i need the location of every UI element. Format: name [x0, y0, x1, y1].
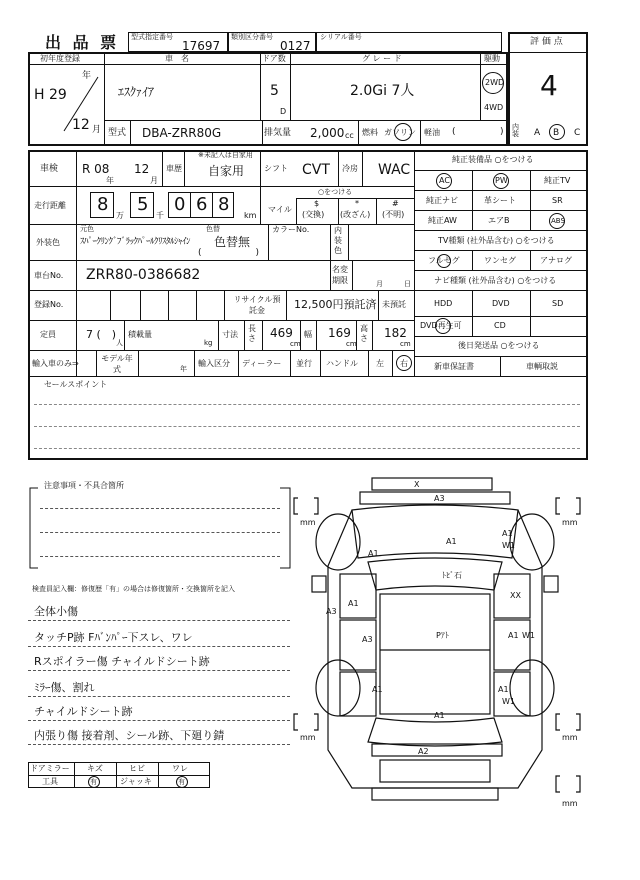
displacement-unit: cc	[345, 131, 354, 140]
mark-4: A1	[502, 529, 513, 538]
load-label: 積載量	[128, 330, 152, 339]
length-value: 469	[270, 326, 293, 340]
height-unit: cm	[400, 340, 411, 348]
fuel-label: 燃料	[362, 128, 378, 137]
recycle-unpaid: 未預託	[382, 300, 406, 309]
mm-label-fr: mm	[562, 518, 578, 527]
exchange-mark: $	[314, 199, 320, 208]
mileage-sen: 千	[156, 211, 164, 220]
model-label: 型式	[108, 128, 127, 138]
option-sr: SR	[552, 196, 563, 205]
mark-13: W1	[522, 631, 535, 640]
width-label: 幅	[304, 330, 312, 339]
note-line-6: 内張り傷 接着剤、シール跡、下廻り錆	[34, 729, 225, 742]
mark-8: A1	[348, 599, 359, 608]
width-value: 169	[328, 326, 351, 340]
mm-label-rl: mm	[300, 733, 316, 742]
type-number-value: 17697	[182, 39, 221, 53]
option-leather: 革シート	[484, 196, 516, 205]
grade-name-label: グ レ ー ド	[362, 54, 402, 63]
mark-10: A3	[362, 635, 373, 644]
mm-label-rear: mm	[562, 799, 578, 808]
fuel-circle	[394, 123, 412, 141]
width-unit: cm	[346, 340, 357, 348]
car-name-label: 車 名	[165, 54, 189, 63]
navi-cd: CD	[494, 321, 506, 330]
mark-9: XX	[510, 591, 521, 600]
first-reg-label: 初年度登録	[40, 54, 80, 63]
later-manual: 車輌取説	[526, 362, 558, 371]
displacement-label: 排気量	[264, 128, 292, 138]
grade-name-value: 2.0Gi 7人	[350, 83, 415, 99]
int-color-label: 内装色	[334, 226, 342, 255]
model-year-label: モデル年式	[101, 354, 133, 374]
option-navi: 純正ナビ	[426, 196, 458, 205]
first-reg-month: 12	[72, 117, 90, 133]
drive-2wd: 2WD	[485, 78, 505, 87]
inspection-month: 12	[134, 162, 150, 176]
oil-label: 軽油	[424, 128, 440, 137]
altered-label: (改ざん)	[340, 210, 371, 219]
interior-c: C	[574, 128, 581, 138]
tv-title: TV種類 (社外品含む) ○をつける	[438, 236, 555, 245]
option-tv: 純正TV	[544, 176, 571, 185]
mark-18: A2	[418, 747, 429, 756]
import-parallel: 並行	[296, 359, 312, 368]
import-class-label: 輸入区分	[198, 359, 230, 368]
navi-hdd: HDD	[434, 299, 453, 308]
mileage-label: 走行距離	[34, 201, 66, 210]
name-change-month: 月	[376, 280, 383, 288]
inspection-year-suffix: 年	[106, 176, 114, 185]
navi-dvd: DVD	[492, 299, 510, 308]
inspector-note: 検査員記入欄：修復歴「有」の場合は修復箇所・交換箇所を記入	[32, 585, 235, 593]
interior-label: 内装	[512, 123, 519, 138]
unknown-label: (不明)	[382, 210, 405, 219]
tools-header-mirror: ドアミラー	[30, 764, 70, 773]
import-dealer: ディーラー	[242, 359, 282, 368]
tools-value: 有	[90, 778, 97, 786]
class-number-value: 0127	[280, 39, 311, 53]
mileage-circle-note: ○をつける	[318, 188, 353, 196]
serial-label: シリアル番号	[320, 33, 362, 41]
interior-b: B	[553, 128, 560, 138]
color-orig-label: 元色	[80, 225, 94, 233]
shift-label: シフト	[264, 164, 288, 173]
note-line-5: チャイルドシート跡	[34, 705, 133, 718]
mileage-digit-3: 0	[174, 194, 186, 215]
chassis-value: ZRR80-0386682	[86, 267, 201, 283]
mark-3: A1	[446, 537, 457, 546]
fuel-value: ガソリン	[384, 128, 416, 137]
mileage-mile: マイル	[268, 205, 292, 214]
mark-7: A3	[326, 607, 337, 616]
navi-title: ナビ種類 (社外品含む) ○をつける	[434, 276, 557, 285]
jack-value: 有	[178, 778, 185, 786]
handle-label: ハンドル	[326, 359, 358, 368]
first-reg-month-suffix: 月	[92, 125, 102, 135]
model-value: DBA-ZRR80G	[142, 126, 222, 140]
mileage-man: 万	[116, 211, 124, 220]
height-label: 高さ	[360, 324, 368, 343]
sales-point-label: セールスポイント	[44, 380, 108, 389]
mark-6: ﾄﾋﾞ石	[442, 571, 462, 580]
mark-0: X	[414, 480, 420, 489]
note-line-3: Rスポイラー傷 チャイルドシート跡	[34, 655, 210, 668]
mark-12: A1	[508, 631, 519, 640]
mark-2: A1	[368, 549, 379, 558]
shift-value: CVT	[302, 162, 330, 178]
option-aw: 純正AW	[428, 216, 457, 225]
option-pw: PW	[495, 176, 508, 185]
mileage-digit-1: 8	[97, 194, 109, 215]
chassis-label: 車台No.	[34, 271, 64, 280]
name-change-label: 名変期限	[332, 265, 348, 285]
mark-15: A1	[498, 685, 509, 694]
dimension-label: 寸法	[222, 330, 238, 339]
first-reg-era: H 29	[34, 87, 67, 103]
grade-label: 評 価 点	[530, 37, 563, 47]
load-unit: kg	[204, 339, 213, 347]
drive-4wd: 4WD	[484, 103, 504, 112]
tools-label: 工具	[42, 777, 58, 786]
displacement-value: 2,000	[310, 126, 345, 140]
tools-header-break: ワレ	[172, 764, 188, 773]
model-year-suffix: 年	[180, 365, 187, 373]
capacity-unit: 人	[116, 339, 123, 347]
tools-header-crack: ヒビ	[129, 764, 145, 773]
history-label: 車歴	[166, 164, 182, 173]
interior-a: A	[534, 128, 541, 138]
ac-label: 冷房	[342, 164, 358, 173]
color-orig-value: ｽﾊﾟｰｸﾘﾝｸﾞﾌﾞﾗｯｸﾊﾟｰﾙｸﾘｽﾀﾙｼｬｲﾝ	[80, 237, 191, 247]
car-name-value: ｴｽｸｧｲｱ	[118, 85, 155, 99]
mileage-digit-2: 5	[137, 194, 149, 215]
door-count: 5	[270, 83, 279, 99]
form-title: 出 品 票	[45, 33, 120, 52]
mark-16: W1	[502, 697, 515, 706]
notes-title: 注意事項・不具合箇所	[44, 481, 124, 490]
history-value: 自家用	[208, 164, 245, 178]
recycle-value: 12,500円預託済	[294, 298, 377, 311]
later-title: 後日発送品 ○をつける	[458, 341, 540, 350]
navi-dvd-play: DVD再生可	[420, 321, 462, 330]
mark-5: W1	[502, 541, 515, 550]
reg-label: 登録No.	[34, 300, 64, 309]
type-number-label: 型式指定番号	[131, 33, 173, 41]
color-repaint-value: 色替無	[214, 235, 251, 249]
inspection-label: 車検	[40, 164, 59, 174]
history-note: ※未記入は自家用	[198, 151, 253, 159]
mileage-digit-5: 8	[218, 194, 230, 215]
later-warranty: 新車保証書	[434, 362, 474, 371]
class-number-label: 類別区分番号	[231, 33, 273, 41]
unknown-mark: #	[392, 199, 399, 208]
option-airbag: エアB	[488, 216, 510, 225]
length-label: 長さ	[248, 324, 256, 343]
note-line-1: 全体小傷	[34, 605, 78, 618]
name-change-day: 日	[404, 280, 411, 288]
color-repaint-label: 色替	[206, 225, 220, 233]
altered-mark: *	[355, 199, 359, 208]
door-type: D	[280, 107, 287, 116]
note-line-4: ﾐﾗｰ傷、割れ	[34, 681, 95, 694]
option-abs: ABS	[551, 217, 565, 225]
mm-label-rr: mm	[562, 733, 578, 742]
color-paren: ( )	[198, 248, 260, 258]
tv-oneseg: ワンセグ	[484, 256, 516, 265]
options-title: 純正装備品 ○をつける	[452, 155, 534, 164]
inspection-month-suffix: 月	[150, 176, 158, 185]
mark-14: A1	[372, 685, 383, 694]
inspection-era: R 08	[82, 162, 110, 176]
option-ac: AC	[439, 176, 450, 185]
note-line-2: タッチP跡 Fﾊﾞﾝﾊﾟｰ下スレ、ワレ	[34, 631, 193, 644]
car-damage-diagram	[290, 470, 590, 820]
length-unit: cm	[290, 340, 301, 348]
handle-left: 左	[376, 359, 384, 368]
tv-analog: アナログ	[540, 256, 572, 265]
mileage-digit-4: 6	[196, 194, 208, 215]
tools-header-scratch: キズ	[87, 764, 103, 773]
door-label: ドア数	[262, 54, 286, 63]
capacity-value: 7 ( )	[86, 328, 117, 341]
grade-value: 4	[540, 69, 558, 102]
first-reg-year-suffix: 年	[82, 71, 92, 81]
import-label: 輸入車のみ⇒	[32, 359, 79, 368]
tv-fullseg: フルセグ	[428, 256, 460, 265]
recycle-label: リサイクル預託金	[233, 295, 281, 315]
exchange-label: (交換)	[302, 210, 325, 219]
navi-sd: SD	[552, 299, 564, 308]
mark-11: Pｱﾄ	[436, 631, 449, 640]
mark-17: A1	[434, 711, 445, 720]
jack-label: ジャッキ	[120, 777, 152, 786]
drive-label: 駆動	[484, 54, 500, 63]
color-no-label: カラーNo.	[272, 225, 310, 234]
ac-value: WAC	[378, 162, 411, 178]
color-label: 外装色	[36, 238, 60, 247]
handle-right: 右	[400, 359, 408, 368]
capacity-label: 定員	[40, 330, 56, 339]
mark-1: A3	[434, 494, 445, 503]
height-value: 182	[384, 326, 407, 340]
mileage-km: km	[244, 211, 257, 220]
mm-label-fl: mm	[300, 518, 316, 527]
